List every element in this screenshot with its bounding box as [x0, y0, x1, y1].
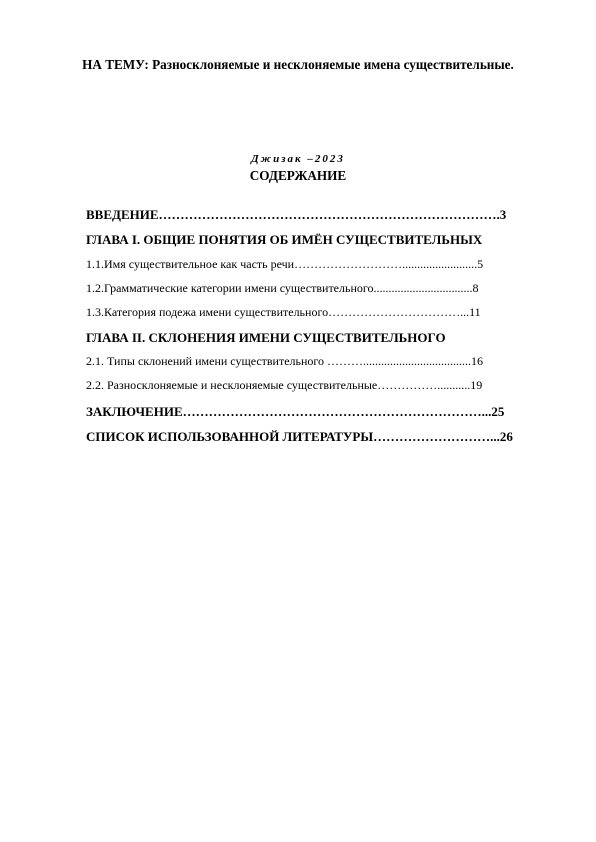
- toc-entry-conclusion: ЗАКЛЮЧЕНИЕ……………………………………………………………...25: [86, 404, 505, 419]
- toc-entry-1-3: 1.3.Категория подежа имени существительного……………………………...11: [86, 305, 481, 319]
- toc-entry-chapter-1: ГЛАВА I. ОБЩИЕ ПОНЯТИЯ ОБ ИМЁН СУЩЕСТВИТЕЛЬНЫХ: [86, 232, 483, 247]
- toc-entry-1-2: 1.2.Грамматические категории имени существительного.................................8: [86, 281, 479, 295]
- topic-heading: НА ТЕМУ: Разносклоняемые и несклоняемые имена существительные.: [82, 57, 514, 72]
- toc-title: СОДЕРЖАНИЕ: [249, 168, 347, 183]
- city-year: Джизак –2023: [251, 153, 345, 165]
- toc-entry-2-1: 2.1. Типы склонений имени существительного ………....................................16: [86, 354, 484, 368]
- toc-entry-bibliography: СПИСОК ИСПОЛЬЗОВАННОЙ ЛИТЕРАТУРЫ………………………...26: [86, 429, 513, 444]
- toc-entry-chapter-2: ГЛАВА II. СКЛОНЕНИЯ ИМЕНИ СУЩЕСТВИТЕЛЬНОГО: [86, 330, 446, 345]
- toc-entry-introduction: ВВЕДЕНИЕ…………………………………………………………………….3: [86, 207, 507, 222]
- toc-entry-2-2: 2.2. Разносклоняемые и несклоняемые существительные……………...........19: [86, 378, 483, 392]
- toc-entry-1-1: 1.1.Имя существительное как часть речи……………………….........................5: [86, 257, 484, 271]
